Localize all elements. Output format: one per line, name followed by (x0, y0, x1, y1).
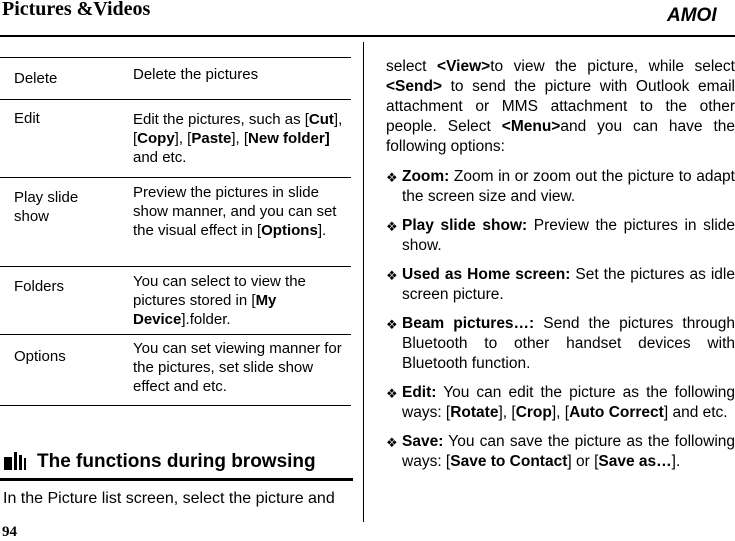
option-item (386, 383, 735, 423)
option-text: Play slide show: Preview the pictures in slide show. (402, 217, 735, 254)
section-heading-text: The functions during browsing (37, 451, 316, 472)
option-text: Edit: You can edit the picture as the following ways: [Rotate], [Crop], [Auto Correct] and etc. (402, 384, 735, 421)
option-item (386, 314, 735, 374)
table-row (0, 266, 351, 334)
header-rule (0, 35, 735, 37)
functions-table (0, 57, 351, 406)
diamond-bullet-icon: ❖ (386, 386, 398, 401)
page-header-title: Pictures &Videos (2, 0, 151, 20)
section-heading (0, 447, 353, 481)
option-item (386, 432, 735, 472)
table-row (0, 57, 351, 99)
function-description: You can select to view the pictures stored in [My Device].folder. (133, 273, 306, 328)
svg-text:AMOI: AMOI (667, 5, 717, 25)
table-row (0, 334, 351, 406)
function-description: You can set viewing manner for the pictures, set slide show effect and etc. (133, 340, 342, 395)
option-item (386, 265, 735, 305)
section-intro-text: In the Picture list screen, select the picture and (3, 490, 335, 507)
diamond-bullet-icon: ❖ (386, 219, 398, 234)
amoi-logo (665, 3, 733, 30)
function-description: Preview the pictures in slide show manner, and you can set the visual effect in [Options]. (133, 184, 337, 239)
diamond-bullet-icon: ❖ (386, 170, 398, 185)
section-heading-icon (4, 452, 32, 475)
table-row (0, 177, 351, 266)
diamond-bullet-icon: ❖ (386, 268, 398, 283)
function-description: Delete the pictures (133, 66, 259, 83)
function-description: Edit the pictures, such as [Cut], [Copy], [Paste], [New folder] and etc. (133, 111, 343, 166)
function-name: Folders (14, 278, 65, 295)
option-text: Save: You can save the picture as the following ways: [Save to Contact] or [Save as…]. (402, 433, 735, 470)
function-name: Edit (14, 110, 40, 127)
function-name: Play slide show (14, 189, 79, 225)
right-column (386, 57, 735, 472)
page-number: 94 (2, 524, 17, 540)
diamond-bullet-icon: ❖ (386, 317, 398, 332)
option-item (386, 167, 735, 207)
table-row (0, 99, 351, 177)
intro-paragraph: select <View>to view the picture, while select <Send> to send the picture with Outlook email attachment or MMS attachment to the other people. Select <Menu>and you can have the following options: (386, 58, 735, 155)
function-name: Options (14, 348, 66, 365)
option-text: Beam pictures…: Send the pictures through Bluetooth to other handset devices with Bluetooth function. (402, 315, 735, 372)
option-text: Used as Home screen: Set the pictures as idle screen picture. (402, 266, 735, 303)
column-divider (363, 42, 364, 522)
function-name: Delete (14, 70, 58, 87)
diamond-bullet-icon: ❖ (386, 435, 398, 450)
option-item (386, 216, 735, 256)
option-text: Zoom: Zoom in or zoom out the picture to adapt the screen size and view. (402, 168, 735, 205)
